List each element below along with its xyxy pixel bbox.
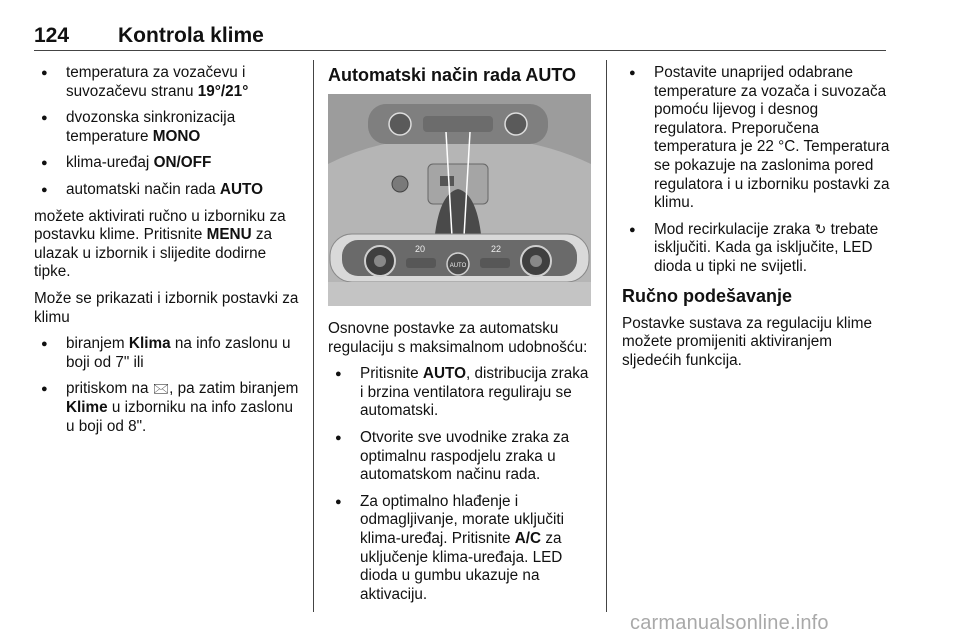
column-divider-1 [313,60,314,612]
list-item: ● Mod recirkulacije zraka ↻ trebate isključiti. Kada ga isključite, LED dioda u tipki ne svijetli. [622,221,890,277]
header-rule [34,50,886,51]
list-item: ● Za optimalno hlađenje i odmagljivanje, morate uključiti klima-uređaj. Pritisnite A/C za uključenje klima-uređaja. LED dioda u gumbu ukazuje na aktivaciju. [328,493,590,605]
settings-list [34,64,300,200]
climate-menu-icon: 🖂 [152,381,170,398]
column-2 [328,64,590,612]
list-item: ● pritiskom na 🖂, pa zatim biranjem Klime u izborniku na info zaslonu u boji od 8". [34,380,300,436]
page-number: 124 [34,24,70,47]
list-item: ● dvozonska sinkronizacija temperature MONO [34,109,300,146]
right-knob-center [530,255,542,267]
upper-left-knob [389,113,411,135]
left-temp-display: 20 [414,244,426,254]
left-knob-center [374,255,386,267]
upper-buttons [423,116,493,132]
right-temp-display: 22 [490,244,502,254]
console-base [328,282,591,306]
list-item: ● Pritisnite AUTO, distribucija zraka i brzina ventilatora reguliraju se automatski. [328,365,590,421]
column-1 [34,64,300,444]
paragraph: Može se prikazati i izbornik postavki za klimu [34,289,299,326]
list-item: ● temperatura za vozačevu i suvozačevu stranu 19°/21° [34,64,300,101]
list-item: ● biranjem Klima na info zaslonu u boji od 7" ili [34,335,300,372]
chapter-title: Kontrola klime [118,24,264,47]
section-heading: Automatski način rada AUTO [328,65,577,85]
list-item: ● klima-uređaj ON/OFF [34,154,300,173]
recirculation-icon: ↻ [814,221,827,238]
page-header [34,24,886,52]
paragraph: možete aktivirati ručno u izborniku za postavku klime. Pritisnite MENU za ulazak u izbornik i slijedite dodirne tipke. [34,207,286,281]
column-divider-2 [606,60,607,612]
climate-control-figure [328,94,591,306]
paragraph: Osnovne postavke za automatsku regulaciju s maksimalnom udobnošću: [328,320,588,356]
auto-mode-list [328,365,590,604]
watermark: carmanualsonline.info [630,612,829,634]
upper-right-knob [505,113,527,135]
power-socket [392,176,408,192]
menu-access-list [34,335,300,436]
list-item: ● Postavite unaprijed odabrane temperature za vozača i suvozača pomoću lijevog i desnog regulatora. Preporučena temperatura je 22 °C. Temperatura se pokazuje na zaslonima pored regulatora i u izborniku postavki za klimu. [622,64,890,213]
list-item: ● automatski način rada AUTO [34,181,300,200]
auto-mode-list-continued [622,64,890,277]
column-3 [622,64,890,378]
auto-label: AUTO [449,263,467,269]
fan-buttons-left [406,258,436,268]
section-heading: Ručno podešavanje [622,285,793,306]
usb-port [440,176,454,186]
list-item: ● Otvorite sve uvodnike zraka za optimalnu raspodjelu zraka u automatskom načinu rada. [328,429,590,485]
paragraph: Postavke sustava za regulaciju klime možete promijeniti aktiviranjem sljedećih funkcija. [622,314,872,369]
fan-buttons-right [480,258,510,268]
